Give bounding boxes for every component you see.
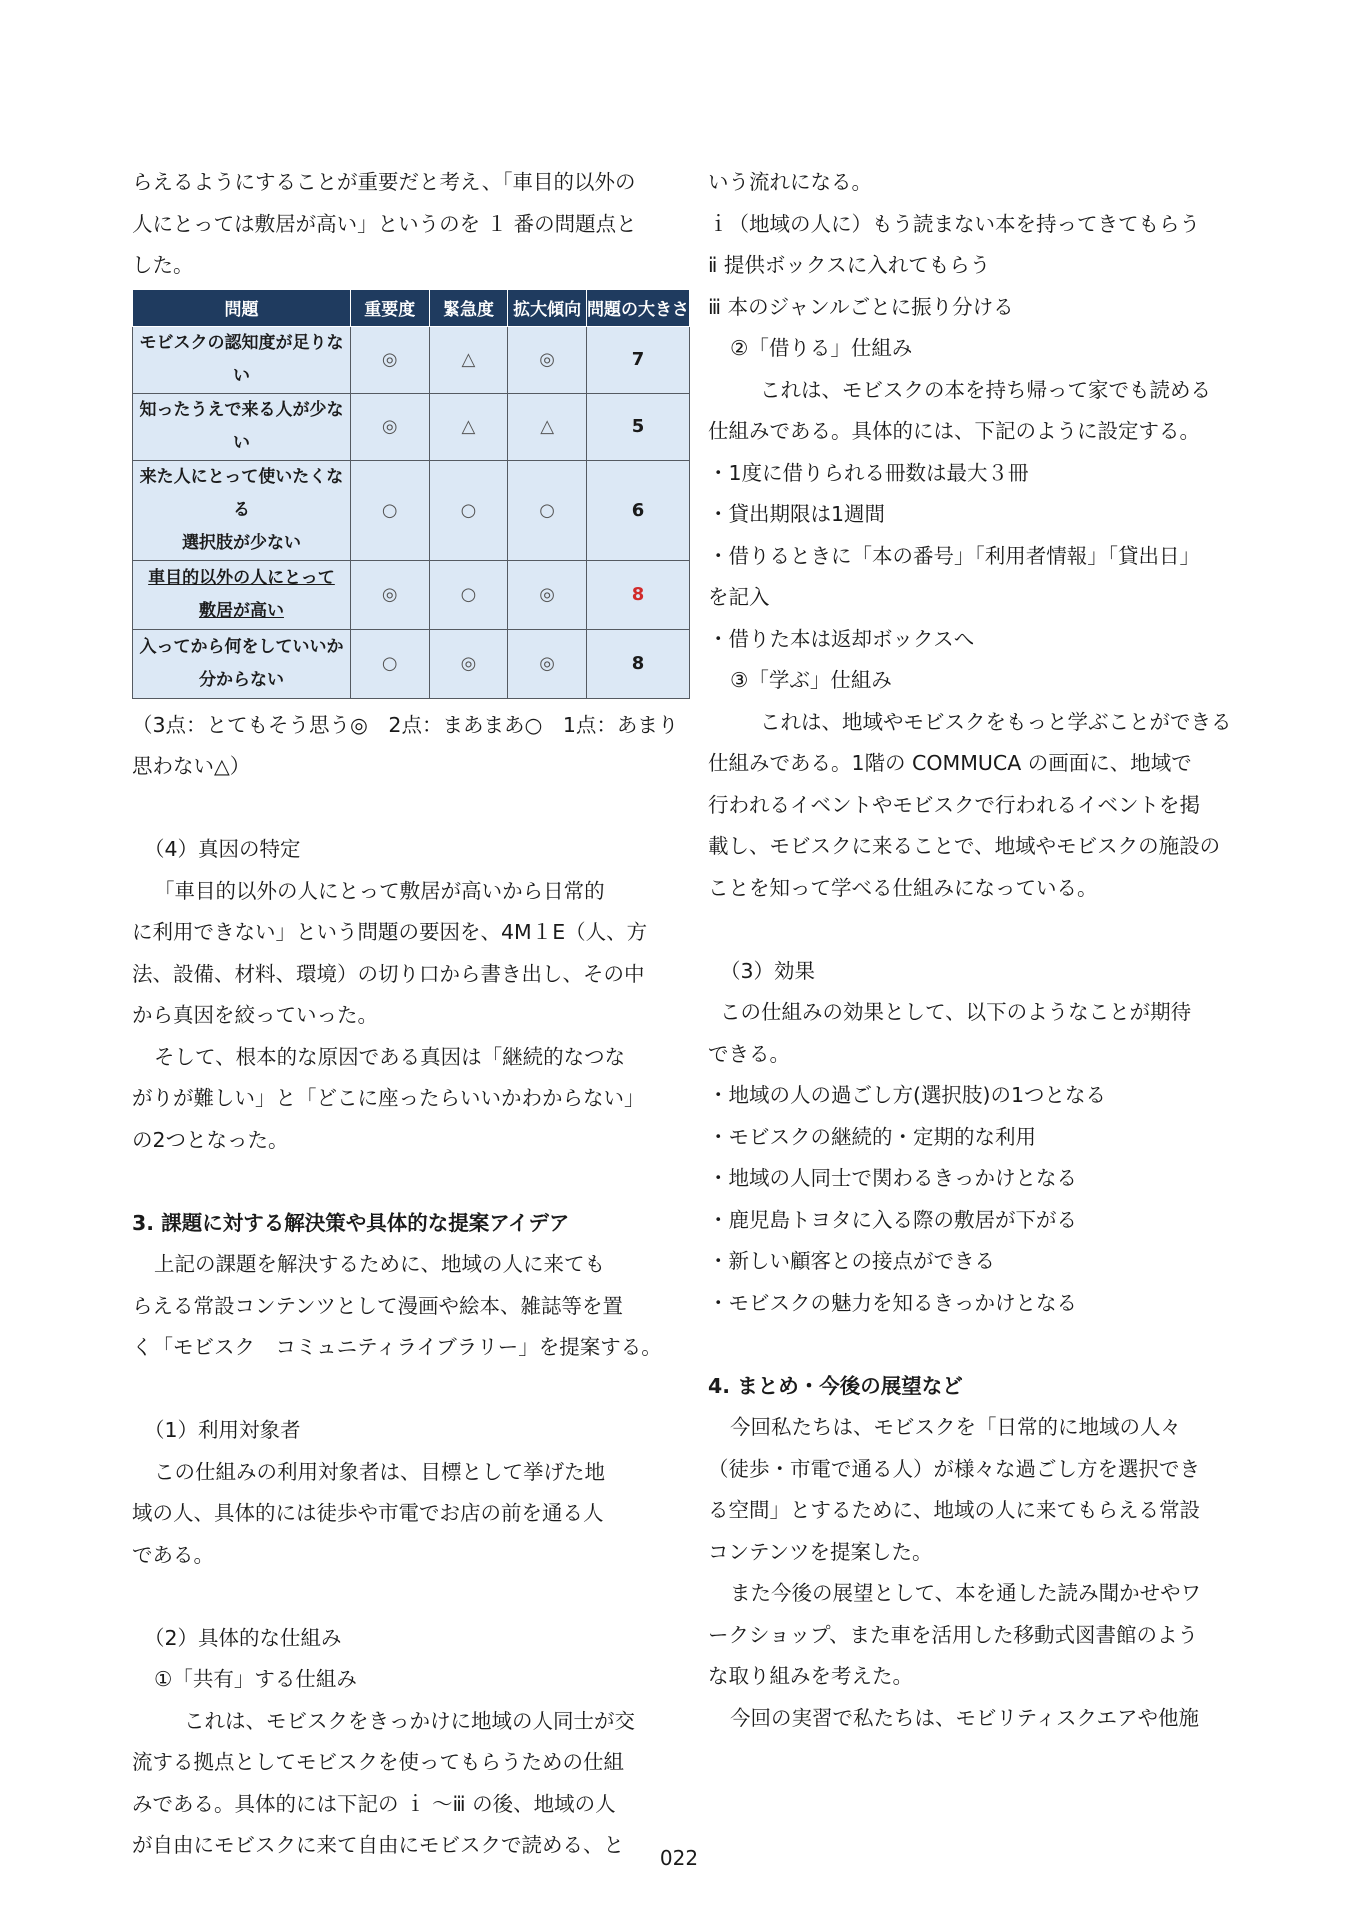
section-heading: （4）真因の特定 [144, 837, 301, 861]
trend-cell: ◎ [508, 560, 587, 629]
body-text-line: 人にとっては敷居が高い」というのを １ 番の問題点と [132, 211, 637, 236]
problem-cell [133, 560, 351, 629]
body-text-line: がりが難しい」と「どこに座ったらいいかわからない」 [132, 1086, 645, 1110]
body-text-line: な取り組みを考えた。 [708, 1664, 913, 1688]
problem-cell [133, 326, 351, 393]
problem-cell [133, 393, 351, 460]
table-row [133, 629, 690, 698]
table-header-importance: 重要度 [350, 289, 429, 326]
body-text-line: 仕組みである。具体的には、下記のように設定する。 [708, 419, 1200, 443]
problem-text: 分からない [198, 669, 284, 690]
section-heading: 4. まとめ・今後の展望など [708, 1373, 963, 1398]
body-text-line: らえる常設コンテンツとして漫画や絵本、雑誌等を置 [132, 1293, 623, 1318]
section-heading: 3. 課題に対する解決策や具体的な提案アイデア [132, 1210, 570, 1235]
body-text-line: そして、根本的な原因である真因は「継続的なつな [154, 1044, 626, 1069]
problem-cell [133, 629, 351, 698]
rule-item: ・借りた本は返却ボックスへ [708, 626, 975, 651]
step-item: ⅱ 提供ボックスに入れてもらう [708, 253, 991, 277]
importance-cell: ◎ [350, 560, 429, 629]
rule-item: を記入 [708, 585, 770, 609]
body-text-line: る空間」とするために、地域の人に来てもらえる常設 [708, 1498, 1200, 1522]
importance-cell: ○ [350, 460, 429, 560]
subsection-heading: （2）具体的な仕組み [144, 1625, 342, 1650]
table-header-urgency: 緊急度 [429, 289, 508, 326]
table-row [133, 560, 690, 629]
trend-cell: ○ [508, 460, 587, 560]
subsection-heading: （3）効果 [720, 958, 816, 983]
body-text-line: 今回私たちは、モビスクを「日常的に地域の人々 [730, 1415, 1181, 1439]
body-text-line: 域の人、具体的には徒歩や市電でお店の前を通る人 [132, 1501, 604, 1525]
score-cell: 5 [586, 393, 689, 460]
table-legend: 思わない△） [132, 754, 251, 778]
problem-text: 入ってから何をしていいか [139, 636, 344, 657]
effect-item: ・モビスクの継続的・定期的な利用 [708, 1124, 1036, 1149]
table-legend: （3点：とてもそう思う◎ 2点：まあまあ○ 1点：あまり [132, 712, 679, 737]
body-text-line: いう流れになる。 [708, 170, 872, 194]
score-cell: 8 [586, 629, 689, 698]
table-header-row [133, 289, 690, 326]
trend-cell: ◎ [508, 326, 587, 393]
trend-cell: △ [508, 393, 587, 460]
table-row [133, 393, 690, 460]
rule-item: ・貸出期限は1週間 [708, 502, 886, 526]
table-row [133, 326, 690, 393]
importance-cell: ◎ [350, 326, 429, 393]
body-text-line: 流する拠点としてモビスクを使ってもらうための仕組 [132, 1750, 624, 1774]
body-text-line: く「モビスク コミュニティライブラリー」を提案する。 [132, 1335, 662, 1359]
body-text-line: 「車目的以外の人にとって敷居が高いから日常的 [154, 878, 605, 903]
body-text-line: 載し、モビスクに来ることで、地域やモビスクの施設の [708, 834, 1221, 858]
urgency-cell: ○ [429, 560, 508, 629]
item-heading: ③「学ぶ」仕組み [730, 668, 892, 692]
urgency-cell: △ [429, 393, 508, 460]
trend-cell: ◎ [508, 629, 587, 698]
body-text-line: これは、モビスクをきっかけに地域の人同士が交 [184, 1708, 635, 1733]
problem-text: 敷居が高い [198, 600, 284, 621]
effect-item: ・地域の人同士で関わるきっかけとなる [708, 1166, 1077, 1190]
item-heading: ②「借りる」仕組み [730, 336, 913, 360]
body-text-line: また今後の展望として、本を通した読み聞かせやワ [730, 1581, 1202, 1605]
table-header-magnitude: 問題の大きさ [586, 289, 689, 326]
body-text-line: できる。 [708, 1041, 790, 1066]
body-text-line: この仕組みの効果として、以下のようなことが期待 [720, 1000, 1192, 1024]
problem-text: 選択肢が少ない [181, 532, 301, 553]
body-text-line: これは、モビスクの本を持ち帰って家でも読める [760, 377, 1211, 402]
body-text-line: みである。具体的には下記の ｉ ～ⅲ の後、地域の人 [132, 1791, 616, 1816]
score-cell: 7 [586, 326, 689, 393]
body-text-line: した。 [132, 253, 194, 277]
urgency-cell: ◎ [429, 629, 508, 698]
right-column [708, 162, 1248, 1739]
body-text-line: （徒歩・市電で通る人）が様々な過ごし方を選択でき [708, 1456, 1200, 1481]
rule-item: ・借りるときに「本の番号」「利用者情報」「貸出日」 [708, 543, 1200, 568]
body-text-line: 上記の課題を解決するために、地域の人に来ても [154, 1252, 605, 1276]
step-item: ⅲ 本のジャンルごとに振り分ける [708, 294, 1014, 319]
body-text-line: コンテンツを提案した。 [708, 1539, 933, 1564]
table-header-trend: 拡大傾向 [508, 289, 587, 326]
problem-evaluation-table [132, 289, 690, 699]
body-text-line: ークショップ、また車を活用した移動式図書館のよう [708, 1622, 1198, 1647]
subsection-heading: （1）利用対象者 [144, 1418, 301, 1442]
problem-cell [133, 460, 351, 560]
effect-item: ・モビスクの魅力を知るきっかけとなる [708, 1290, 1077, 1315]
item-heading: ①「共有」する仕組み [154, 1667, 357, 1691]
effect-item: ・地域の人の過ごし方(選択肢)の1つとなる [708, 1083, 1107, 1107]
problem-text: 知ったうえで来る人が少ない [139, 399, 344, 453]
rule-item: ・1度に借りられる冊数は最大３冊 [708, 460, 1029, 485]
body-text-line: この仕組みの利用対象者は、目標として挙げた地 [154, 1459, 605, 1484]
problem-text: 車目的以外の人にとって [148, 567, 335, 588]
score-cell-highlight: 8 [586, 560, 689, 629]
score-cell: 6 [586, 460, 689, 560]
body-text-line: ことを知って学べる仕組みになっている。 [708, 875, 1098, 900]
urgency-cell: ○ [429, 460, 508, 560]
body-text-line: これは、地域やモビスクをもっと学ぶことができる [760, 709, 1232, 734]
body-text-line: である。 [132, 1542, 214, 1567]
body-text-line: が自由にモビスクに来て自由にモビスクで読める、と [132, 1833, 624, 1857]
effect-item: ・新しい顧客との接点ができる [708, 1249, 995, 1273]
body-text-line: 行われるイベントやモビスクで行われるイベントを掲 [708, 792, 1200, 817]
body-text-line: から真因を絞っていった。 [132, 1003, 378, 1027]
importance-cell: ◎ [350, 393, 429, 460]
body-text-line: 法、設備、材料、環境）の切り口から書き出し、その中 [132, 961, 645, 986]
problem-text: モビスクの認知度が足りない [139, 332, 344, 386]
body-text-line: の2つとなった。 [132, 1127, 289, 1152]
body-text-line: に利用できない」という問題の要因を、4M１E（人、方 [132, 920, 648, 944]
effect-item: ・鹿児島トヨタに入る際の敷居が下がる [708, 1207, 1077, 1232]
body-text-line: 仕組みである。1階の COMMUCA の画面に、地域で [708, 751, 1192, 775]
body-text-line: らえるようにすることが重要だと考え、「車目的以外の [132, 170, 636, 194]
problem-text: 来た人にとって使いたくなる [139, 466, 344, 520]
table-header-problem: 問題 [133, 289, 351, 326]
body-text-line: 今回の実習で私たちは、モビリティスクエアや他施 [730, 1705, 1200, 1730]
table-row [133, 460, 690, 560]
step-item: ｉ（地域の人に）もう読まない本を持ってきてもらう [708, 211, 1200, 236]
importance-cell: ○ [350, 629, 429, 698]
page-number: 022 [659, 1846, 699, 1870]
urgency-cell: △ [429, 326, 508, 393]
